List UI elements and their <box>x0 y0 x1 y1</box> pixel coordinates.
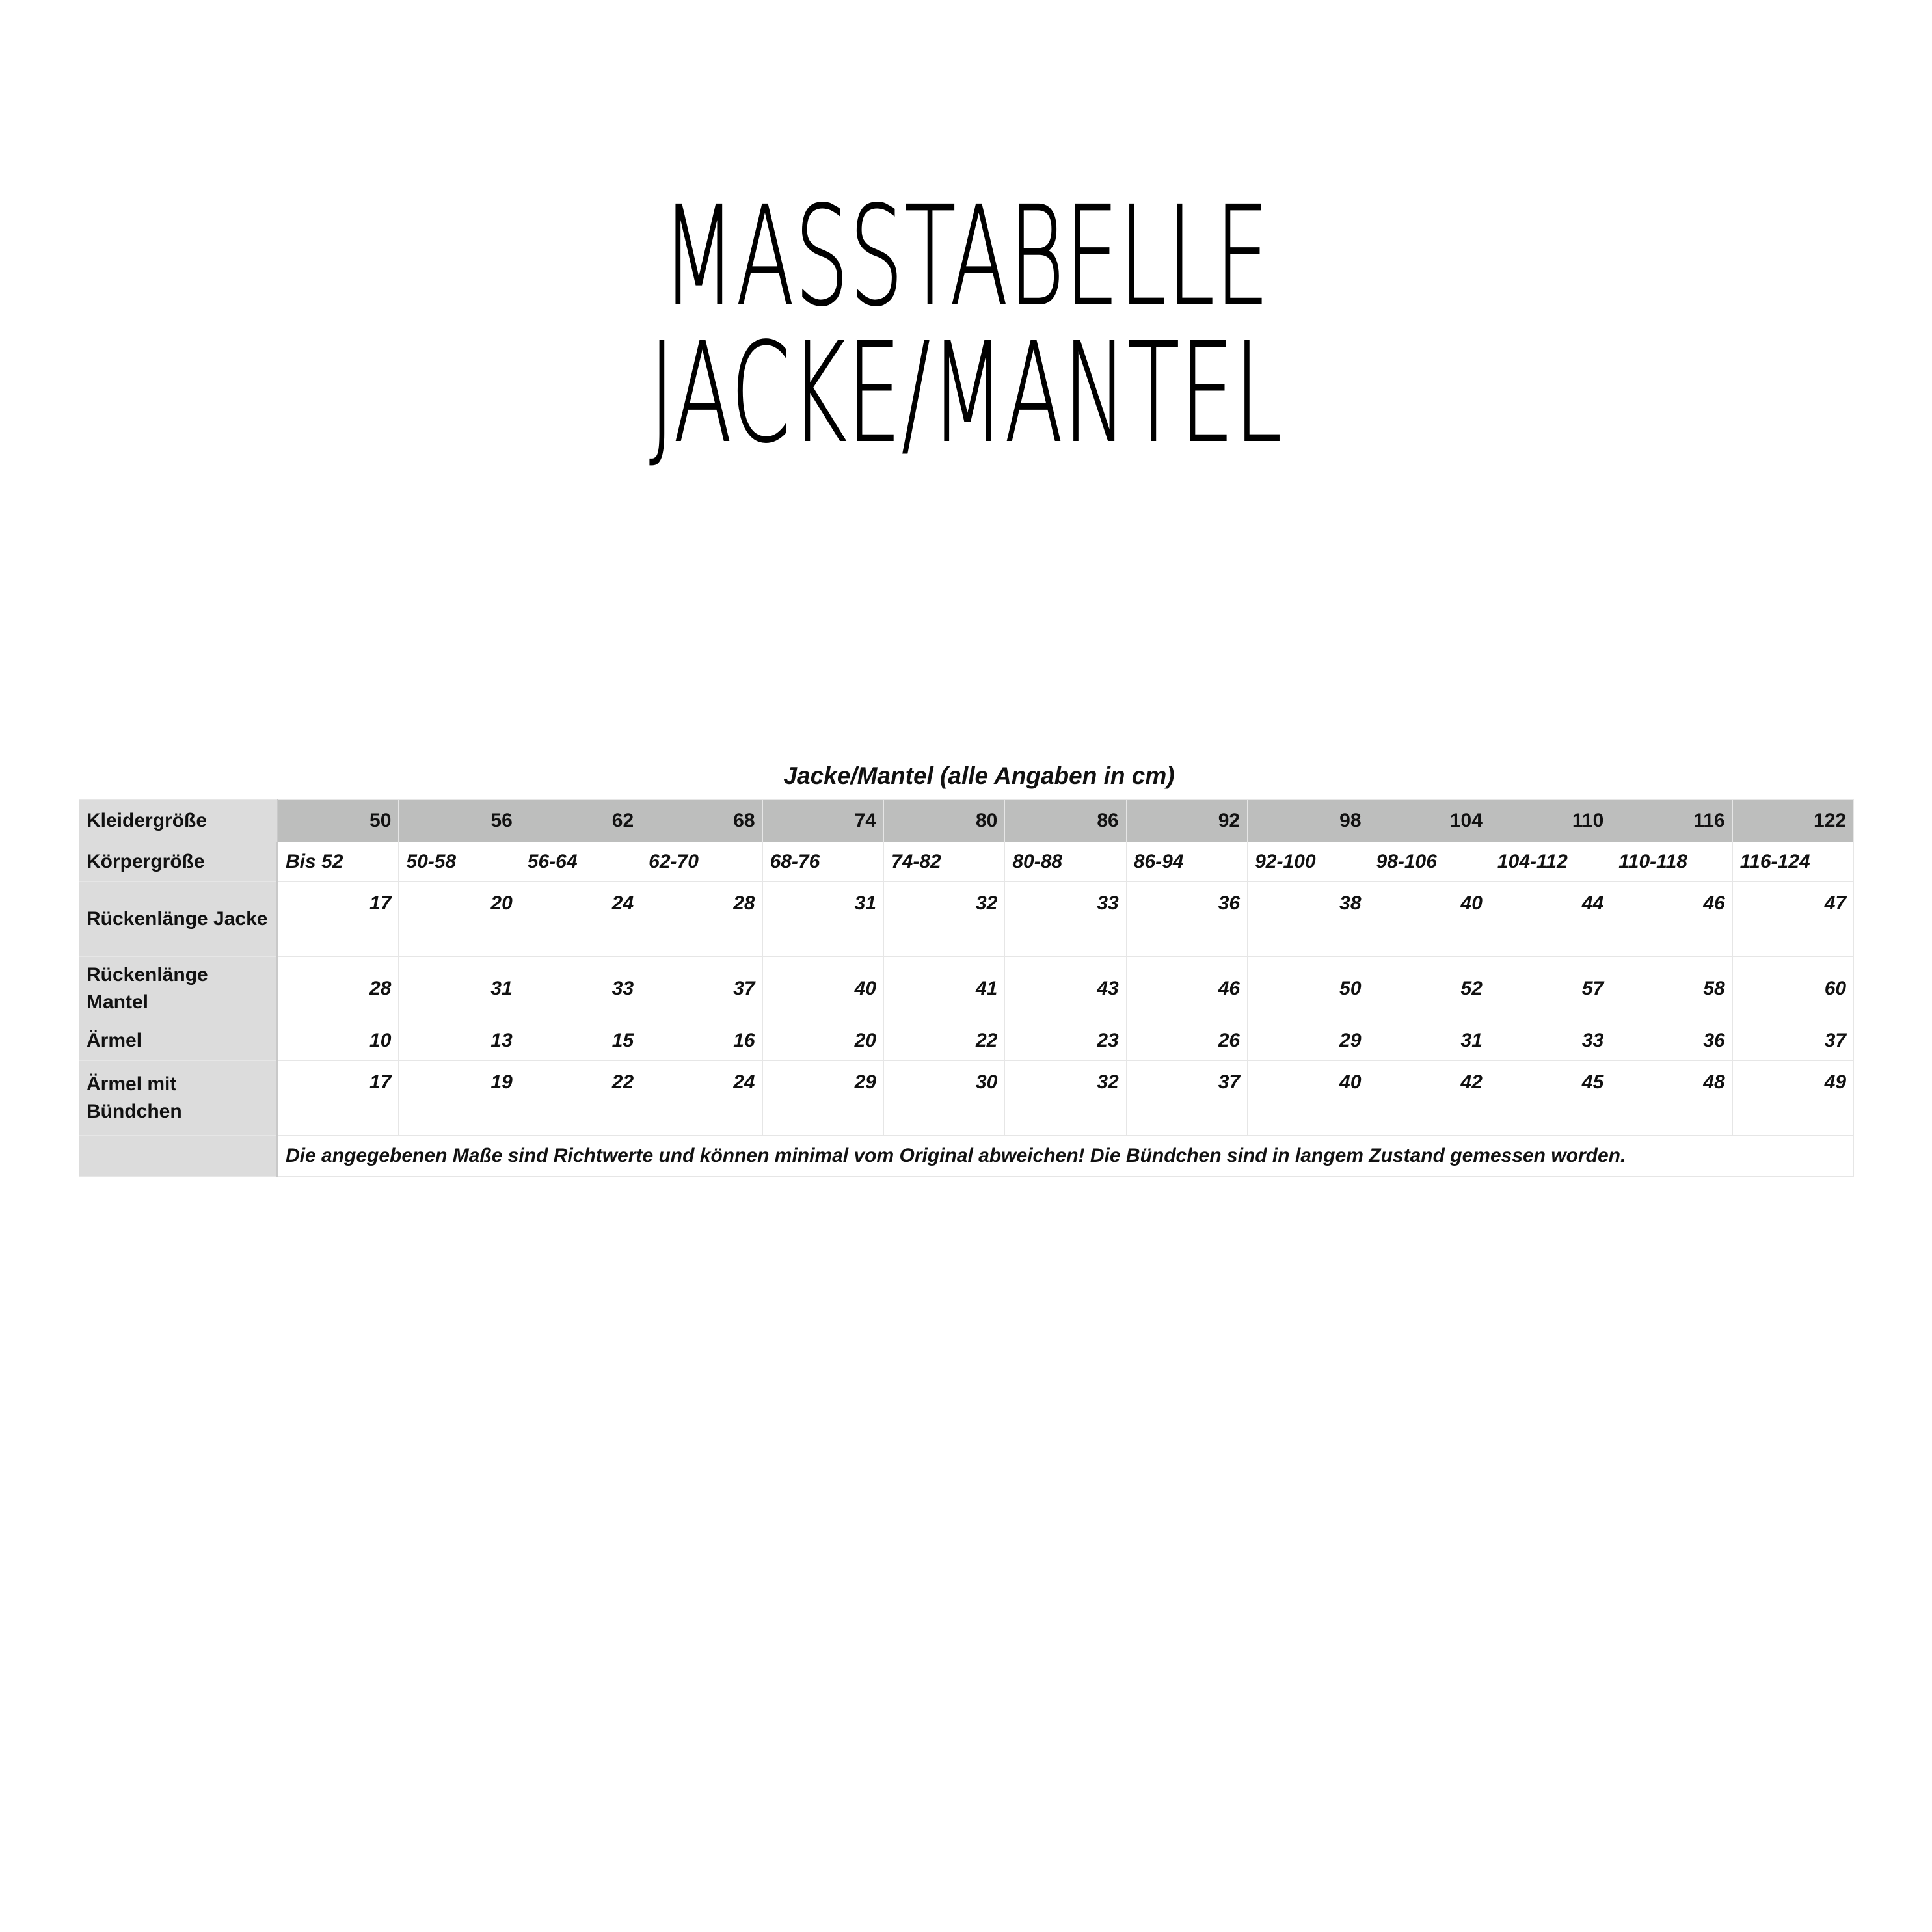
table-row-aermel <box>79 1021 1854 1061</box>
table-cell: 19 <box>399 1061 520 1136</box>
table-cell: 31 <box>1369 1021 1490 1061</box>
size-cell: 74 <box>762 800 883 842</box>
table-cell: 31 <box>762 882 883 957</box>
table-cell: 45 <box>1490 1061 1611 1136</box>
table-cell: 37 <box>1732 1021 1853 1061</box>
table-cell: 23 <box>1005 1021 1126 1061</box>
size-cell: 56 <box>399 800 520 842</box>
table-cell: 33 <box>520 957 641 1021</box>
table-caption: Jacke/Mantel (alle Angaben in cm) <box>783 762 1175 789</box>
table-cell: 42 <box>1369 1061 1490 1136</box>
table-cell: Bis 52 <box>278 842 399 882</box>
table-cell: 56-64 <box>520 842 641 882</box>
table-cell: 62-70 <box>641 842 762 882</box>
size-cell: 104 <box>1369 800 1490 842</box>
table-row-aermel-mit-buendchen <box>79 1061 1854 1136</box>
table-cell: 110-118 <box>1611 842 1732 882</box>
table-cell: 44 <box>1490 882 1611 957</box>
header-label-kleidergroesse: Kleidergröße <box>79 800 278 842</box>
table-cell: 49 <box>1732 1061 1853 1136</box>
table-cell: 16 <box>641 1021 762 1061</box>
table-cell: 17 <box>278 882 399 957</box>
table-cell: 80-88 <box>1005 842 1126 882</box>
table-cell: 24 <box>520 882 641 957</box>
table-cell: 33 <box>1490 1021 1611 1061</box>
table-cell: 98-106 <box>1369 842 1490 882</box>
table-cell: 43 <box>1005 957 1126 1021</box>
table-note: Die angegebenen Maße sind Richtwerte und können minimal vom Original abweichen! Die Bündchen sind in langem Zustand gemessen worden. <box>278 1136 1854 1177</box>
table-cell: 38 <box>1248 882 1369 957</box>
table-cell: 36 <box>1126 882 1247 957</box>
table-cell: 68-76 <box>762 842 883 882</box>
table-cell: 116-124 <box>1732 842 1853 882</box>
table-cell: 17 <box>278 1061 399 1136</box>
table-header-row <box>79 800 1854 842</box>
table-cell: 104-112 <box>1490 842 1611 882</box>
table-cell: 20 <box>762 1021 883 1061</box>
table-cell: 57 <box>1490 957 1611 1021</box>
row-label: Rückenlänge Mantel <box>79 957 278 1021</box>
note-label-cell <box>79 1136 278 1177</box>
row-label: Ärmel <box>79 1021 278 1061</box>
table-cell: 37 <box>1126 1061 1247 1136</box>
table-cell: 32 <box>883 882 1004 957</box>
table-cell: 46 <box>1126 957 1247 1021</box>
table-cell: 74-82 <box>883 842 1004 882</box>
table-cell: 50 <box>1248 957 1369 1021</box>
size-cell: 50 <box>278 800 399 842</box>
size-cell: 122 <box>1732 800 1853 842</box>
row-label: Ärmel mit Bündchen <box>79 1061 278 1136</box>
table-cell: 86-94 <box>1126 842 1247 882</box>
table-cell: 15 <box>520 1021 641 1061</box>
table-note-row <box>79 1136 1854 1177</box>
row-label: Körpergröße <box>79 842 278 882</box>
table-cell: 40 <box>1369 882 1490 957</box>
table-row-rueckenlaenge-mantel <box>79 957 1854 1021</box>
table-cell: 28 <box>278 957 399 1021</box>
table-cell: 36 <box>1611 1021 1732 1061</box>
page-title: MASSTABELLE JACKE/MANTEL <box>649 177 1283 473</box>
table-cell: 40 <box>1248 1061 1369 1136</box>
table-cell: 30 <box>883 1061 1004 1136</box>
table-cell: 26 <box>1126 1021 1247 1061</box>
size-cell: 68 <box>641 800 762 842</box>
table-cell: 47 <box>1732 882 1853 957</box>
size-table <box>79 799 1854 1177</box>
size-cell: 110 <box>1490 800 1611 842</box>
table-cell: 41 <box>883 957 1004 1021</box>
table-cell: 13 <box>399 1021 520 1061</box>
table-cell: 40 <box>762 957 883 1021</box>
table-cell: 22 <box>883 1021 1004 1061</box>
table-cell: 20 <box>399 882 520 957</box>
table-row-rueckenlaenge-jacke <box>79 882 1854 957</box>
size-cell: 86 <box>1005 800 1126 842</box>
size-cell: 116 <box>1611 800 1732 842</box>
size-cell: 98 <box>1248 800 1369 842</box>
table-cell: 52 <box>1369 957 1490 1021</box>
table-cell: 28 <box>641 882 762 957</box>
table-cell: 29 <box>1248 1021 1369 1061</box>
table-cell: 58 <box>1611 957 1732 1021</box>
table-cell: 37 <box>641 957 762 1021</box>
table-cell: 24 <box>641 1061 762 1136</box>
size-cell: 92 <box>1126 800 1247 842</box>
table-row-koerpergroesse <box>79 842 1854 882</box>
table-cell: 46 <box>1611 882 1732 957</box>
size-cell: 80 <box>883 800 1004 842</box>
table-cell: 33 <box>1005 882 1126 957</box>
table-cell: 50-58 <box>399 842 520 882</box>
table-cell: 60 <box>1732 957 1853 1021</box>
table-cell: 31 <box>399 957 520 1021</box>
table-cell: 48 <box>1611 1061 1732 1136</box>
table-cell: 32 <box>1005 1061 1126 1136</box>
table-cell: 29 <box>762 1061 883 1136</box>
size-cell: 62 <box>520 800 641 842</box>
table-cell: 10 <box>278 1021 399 1061</box>
row-label: Rückenlänge Jacke <box>79 882 278 957</box>
table-cell: 92-100 <box>1248 842 1369 882</box>
table-cell: 22 <box>520 1061 641 1136</box>
